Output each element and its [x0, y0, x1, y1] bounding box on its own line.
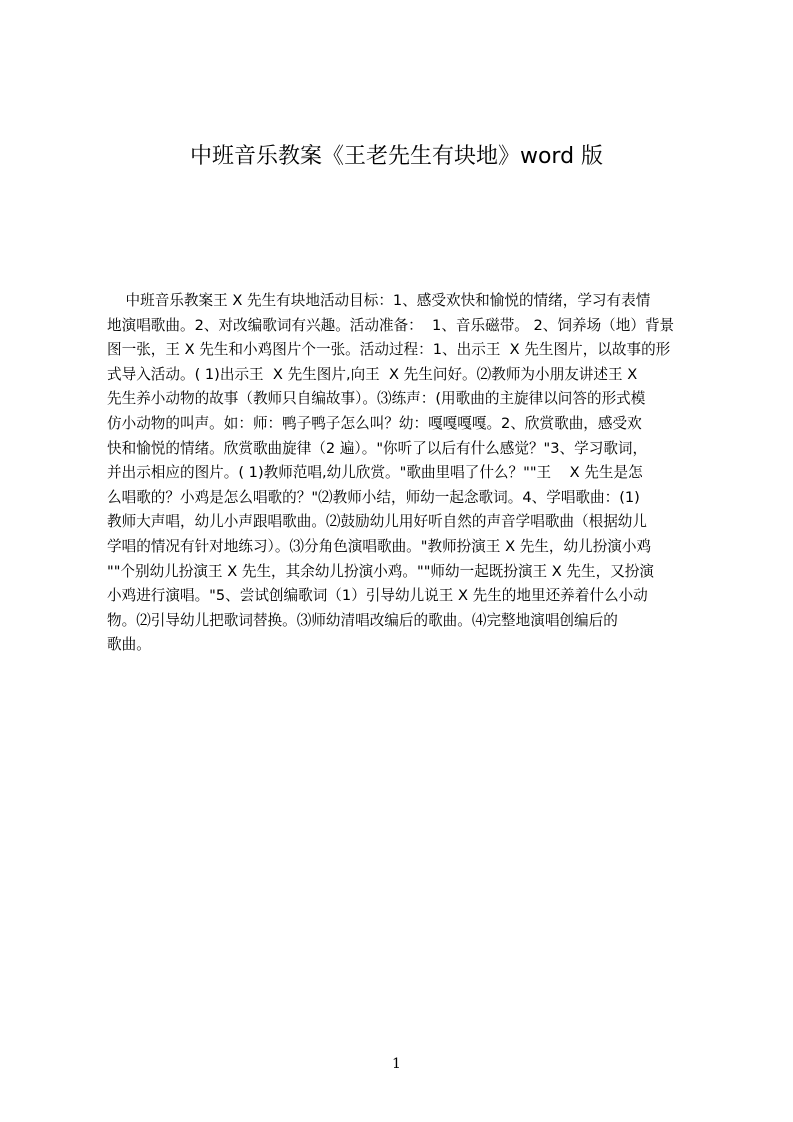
body-line: 物。⑵引导幼儿把歌词替换。⑶师幼清唱改编后的歌曲。⑷完整地演唱创编后的	[107, 611, 618, 629]
body-line: 小鸡进行演唱。"5、尝试创编歌词（1）引导幼儿说王 X 先生的地里还养着什么小动	[107, 587, 648, 605]
document-body	[107, 289, 699, 658]
body-line: ""个别幼儿扮演王 X 先生，其余幼儿扮演小鸡。""师幼一起既扮演王 X 先生，又扮演	[107, 562, 654, 580]
body-line: 么唱歌的？小鸡是怎么唱歌的？"⑵教师小结，师幼一起念歌词。4、学唱歌曲：(1)	[107, 488, 640, 506]
body-line: 地演唱歌曲。2、对改编歌词有兴趣。活动准备： 1、音乐磁带。 2、饲养场（地）背景	[107, 316, 675, 334]
document-title: 中班音乐教案《王老先生有块地》word 版	[189, 144, 604, 169]
body-line: 式导入活动。( 1)出示王 X 先生图片,向王 X 先生问好。⑵教师为小朋友讲述王 X	[107, 365, 638, 383]
page-number: 1	[392, 1056, 401, 1072]
body-line: 歌曲。	[107, 636, 151, 654]
body-line: 图一张，王 X 先生和小鸡图片个一张。活动过程：1、出示王 X 先生图片，以故事的形	[107, 341, 671, 359]
body-line: 教师大声唱，幼儿小声跟唱歌曲。⑵鼓励幼儿用好听自然的声音学唱歌曲（根据幼儿	[107, 513, 647, 531]
body-line: 快和愉悦的情绪。欣赏歌曲旋律（2 遍）。"你听了以后有什么感觉？"3、学习歌词，	[107, 439, 648, 457]
body-line: 并出示相应的图片。( 1)教师范唱,幼儿欣赏。"歌曲里唱了什么？""王 X 先生是怎	[107, 464, 643, 482]
body-line: 中班音乐教案王 X 先生有块地活动目标：1、感受欢快和愉悦的情绪，学习有表情	[107, 292, 651, 309]
body-line: 仿小动物的叫声。如：师：鸭子鸭子怎么叫？幼：嘎嘎嘎嘎。2、欣赏歌曲，感受欢	[107, 414, 642, 432]
body-line: 先生养小动物的故事（教师只自编故事）。⑶练声：(用歌曲的主旋律以问答的形式模	[107, 390, 646, 408]
body-line: 学唱的情况有针对地练习）。⑶分角色演唱歌曲。"教师扮演王 X 先生，幼儿扮演小鸡	[107, 537, 652, 555]
